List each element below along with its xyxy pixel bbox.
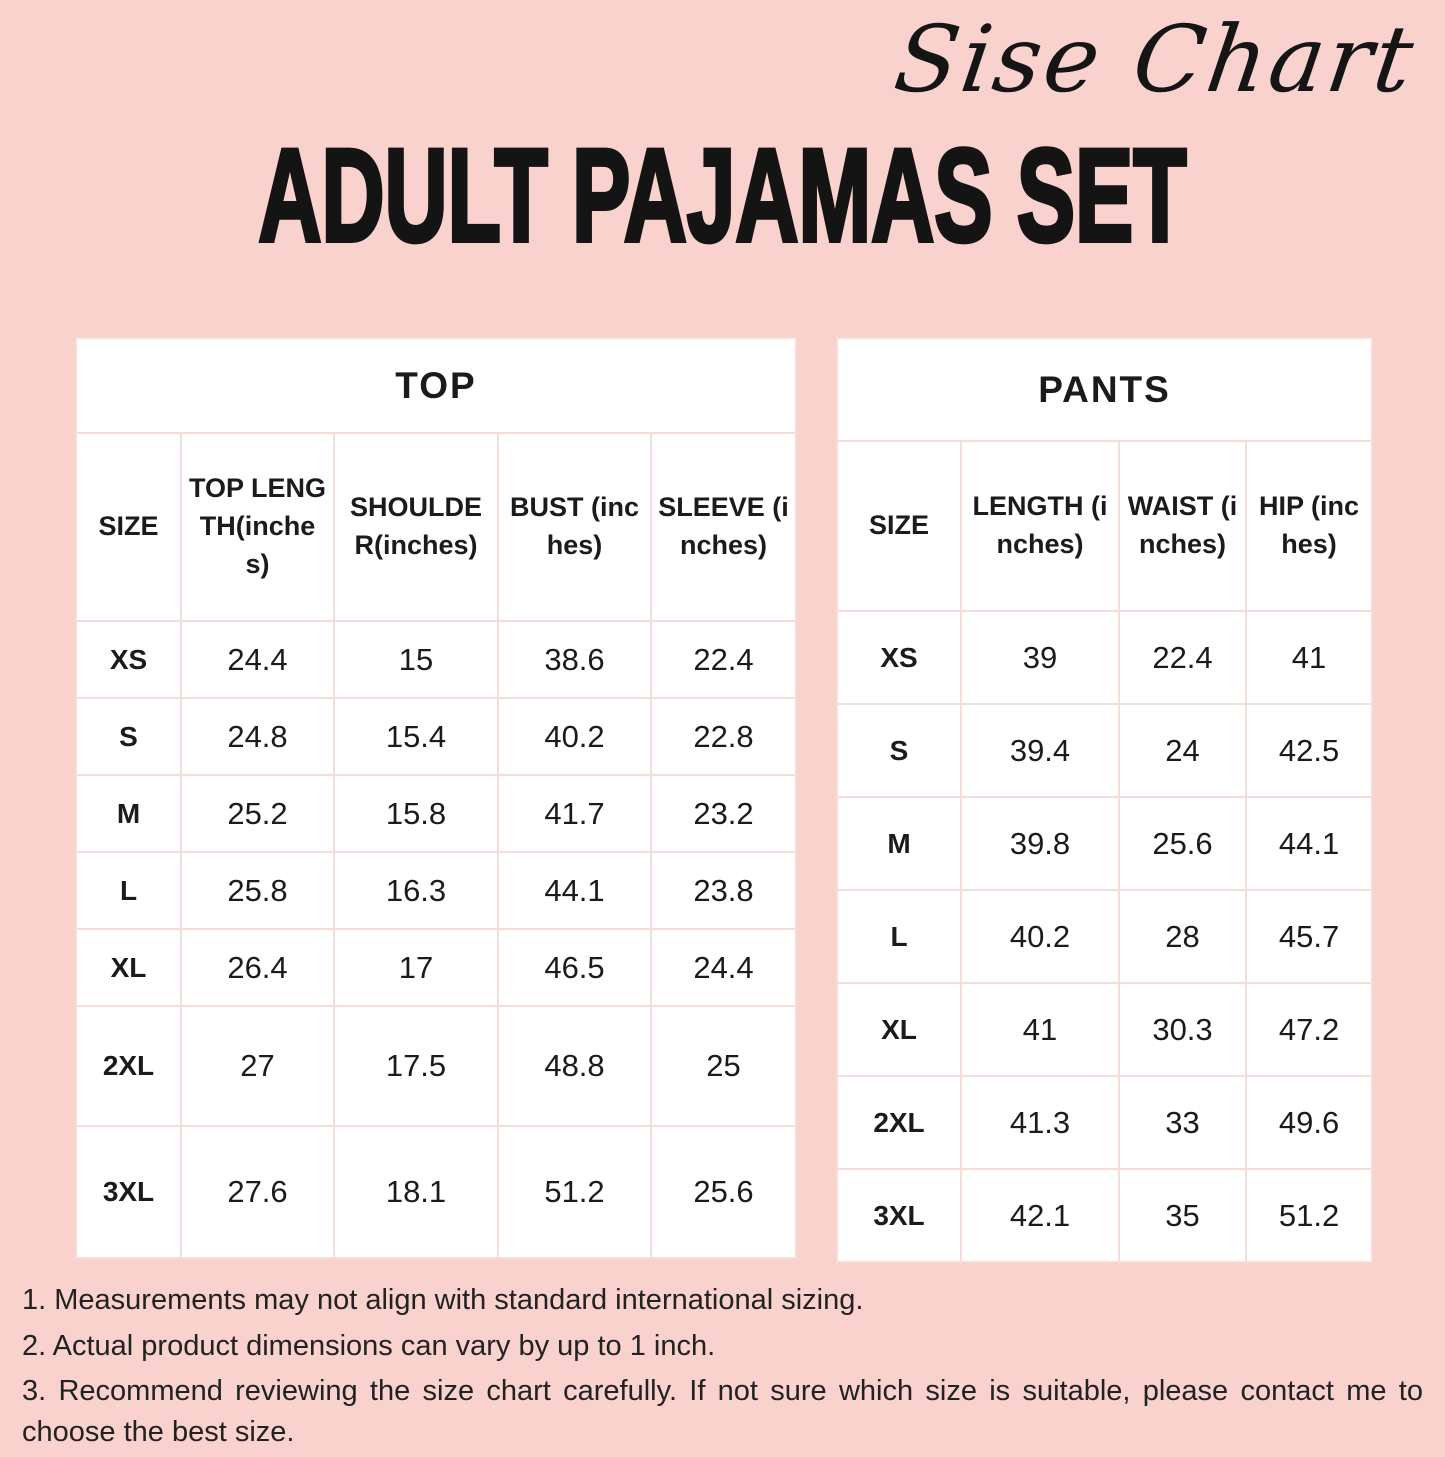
measurement-value: 41 <box>1246 611 1372 704</box>
column-header-size: SIZE <box>837 441 961 611</box>
measurement-value: 27.6 <box>181 1126 334 1258</box>
measurement-value: 39.8 <box>961 797 1119 890</box>
measurement-value: 48.8 <box>498 1006 651 1126</box>
size-label: XL <box>837 983 961 1076</box>
size-label: XL <box>76 929 181 1006</box>
measurement-value: 16.3 <box>334 852 498 929</box>
measurement-value: 40.2 <box>498 698 651 775</box>
sizing-notes <box>22 1280 1423 1457</box>
measurement-value: 22.4 <box>651 621 796 698</box>
note-2: 2. Actual product dimensions can vary by up to 1 inch. <box>22 1329 716 1362</box>
table-row <box>76 775 796 852</box>
measurement-value: 17.5 <box>334 1006 498 1126</box>
measurement-value: 38.6 <box>498 621 651 698</box>
measurement-value: 45.7 <box>1246 890 1372 983</box>
measurement-value: 18.1 <box>334 1126 498 1258</box>
table-row <box>837 983 1372 1076</box>
table-row <box>76 929 796 1006</box>
table-row <box>837 704 1372 797</box>
measurement-value: 42.1 <box>961 1169 1119 1262</box>
size-label: 2XL <box>76 1006 181 1126</box>
measurement-value: 44.1 <box>498 852 651 929</box>
measurement-value: 33 <box>1119 1076 1246 1169</box>
column-header-length: LENGTH (inches) <box>961 441 1119 611</box>
column-header-size: SIZE <box>76 433 181 621</box>
size-label: L <box>76 852 181 929</box>
measurement-value: 46.5 <box>498 929 651 1006</box>
size-label: M <box>837 797 961 890</box>
table-row <box>76 1006 796 1126</box>
column-header-hip: HIP (inches) <box>1246 441 1372 611</box>
size-label: XS <box>76 621 181 698</box>
table-row <box>837 1169 1372 1262</box>
pants-size-table <box>836 337 1373 1263</box>
measurement-value: 25.2 <box>181 775 334 852</box>
script-title: Sise Chart <box>888 6 1423 113</box>
measurement-value: 42.5 <box>1246 704 1372 797</box>
size-label: M <box>76 775 181 852</box>
table-row <box>76 621 796 698</box>
table-row <box>76 338 796 433</box>
measurement-value: 39.4 <box>961 704 1119 797</box>
measurement-value: 44.1 <box>1246 797 1372 890</box>
table-row <box>76 852 796 929</box>
measurement-value: 22.4 <box>1119 611 1246 704</box>
measurement-value: 15.8 <box>334 775 498 852</box>
measurement-value: 25.6 <box>1119 797 1246 890</box>
measurement-value: 40.2 <box>961 890 1119 983</box>
pants-table-title: PANTS <box>837 338 1372 441</box>
measurement-value: 49.6 <box>1246 1076 1372 1169</box>
table-row <box>837 441 1372 611</box>
table-row <box>837 1076 1372 1169</box>
measurement-value: 51.2 <box>498 1126 651 1258</box>
measurement-value: 41.3 <box>961 1076 1119 1169</box>
measurement-value: 17 <box>334 929 498 1006</box>
measurement-value: 25 <box>651 1006 796 1126</box>
table-row <box>837 797 1372 890</box>
size-label: 3XL <box>76 1126 181 1258</box>
note-3: 3. Recommend reviewing the size chart carefully. If not sure which size is suitable, please contact me to choose the best size. <box>22 1375 1423 1448</box>
measurement-value: 24.4 <box>181 621 334 698</box>
size-label: S <box>76 698 181 775</box>
table-row <box>837 890 1372 983</box>
table-row <box>837 611 1372 704</box>
column-header-sleeve: SLEEVE (inches) <box>651 433 796 621</box>
measurement-value: 35 <box>1119 1169 1246 1262</box>
measurement-value: 25.6 <box>651 1126 796 1258</box>
measurement-value: 47.2 <box>1246 983 1372 1076</box>
measurement-value: 26.4 <box>181 929 334 1006</box>
size-label: 3XL <box>837 1169 961 1262</box>
table-row <box>76 698 796 775</box>
size-label: L <box>837 890 961 983</box>
measurement-value: 28 <box>1119 890 1246 983</box>
measurement-value: 25.8 <box>181 852 334 929</box>
top-size-table <box>75 337 797 1259</box>
measurement-value: 27 <box>181 1006 334 1126</box>
note-1: 1. Measurements may not align with standard international sizing. <box>22 1284 864 1316</box>
top-table-title: TOP <box>76 338 796 433</box>
column-header-waist: WAIST (inches) <box>1119 441 1246 611</box>
page-title: ADULT PAJAMAS SET <box>258 122 1187 270</box>
size-label: 2XL <box>837 1076 961 1169</box>
column-header-shoulder: SHOULDER(inches) <box>334 433 498 621</box>
measurement-value: 23.8 <box>651 852 796 929</box>
size-label: S <box>837 704 961 797</box>
measurement-value: 22.8 <box>651 698 796 775</box>
measurement-value: 41 <box>961 983 1119 1076</box>
measurement-value: 24.4 <box>651 929 796 1006</box>
measurement-value: 15.4 <box>334 698 498 775</box>
table-row <box>837 338 1372 441</box>
measurement-value: 15 <box>334 621 498 698</box>
table-row <box>76 1126 796 1258</box>
measurement-value: 24.8 <box>181 698 334 775</box>
measurement-value: 51.2 <box>1246 1169 1372 1262</box>
measurement-value: 39 <box>961 611 1119 704</box>
size-label: XS <box>837 611 961 704</box>
measurement-value: 23.2 <box>651 775 796 852</box>
table-row <box>76 433 796 621</box>
measurement-value: 41.7 <box>498 775 651 852</box>
measurement-value: 30.3 <box>1119 983 1246 1076</box>
measurement-value: 24 <box>1119 704 1246 797</box>
column-header-bust: BUST (inches) <box>498 433 651 621</box>
column-header-top-length: TOP LENGTH(inches) <box>181 433 334 621</box>
